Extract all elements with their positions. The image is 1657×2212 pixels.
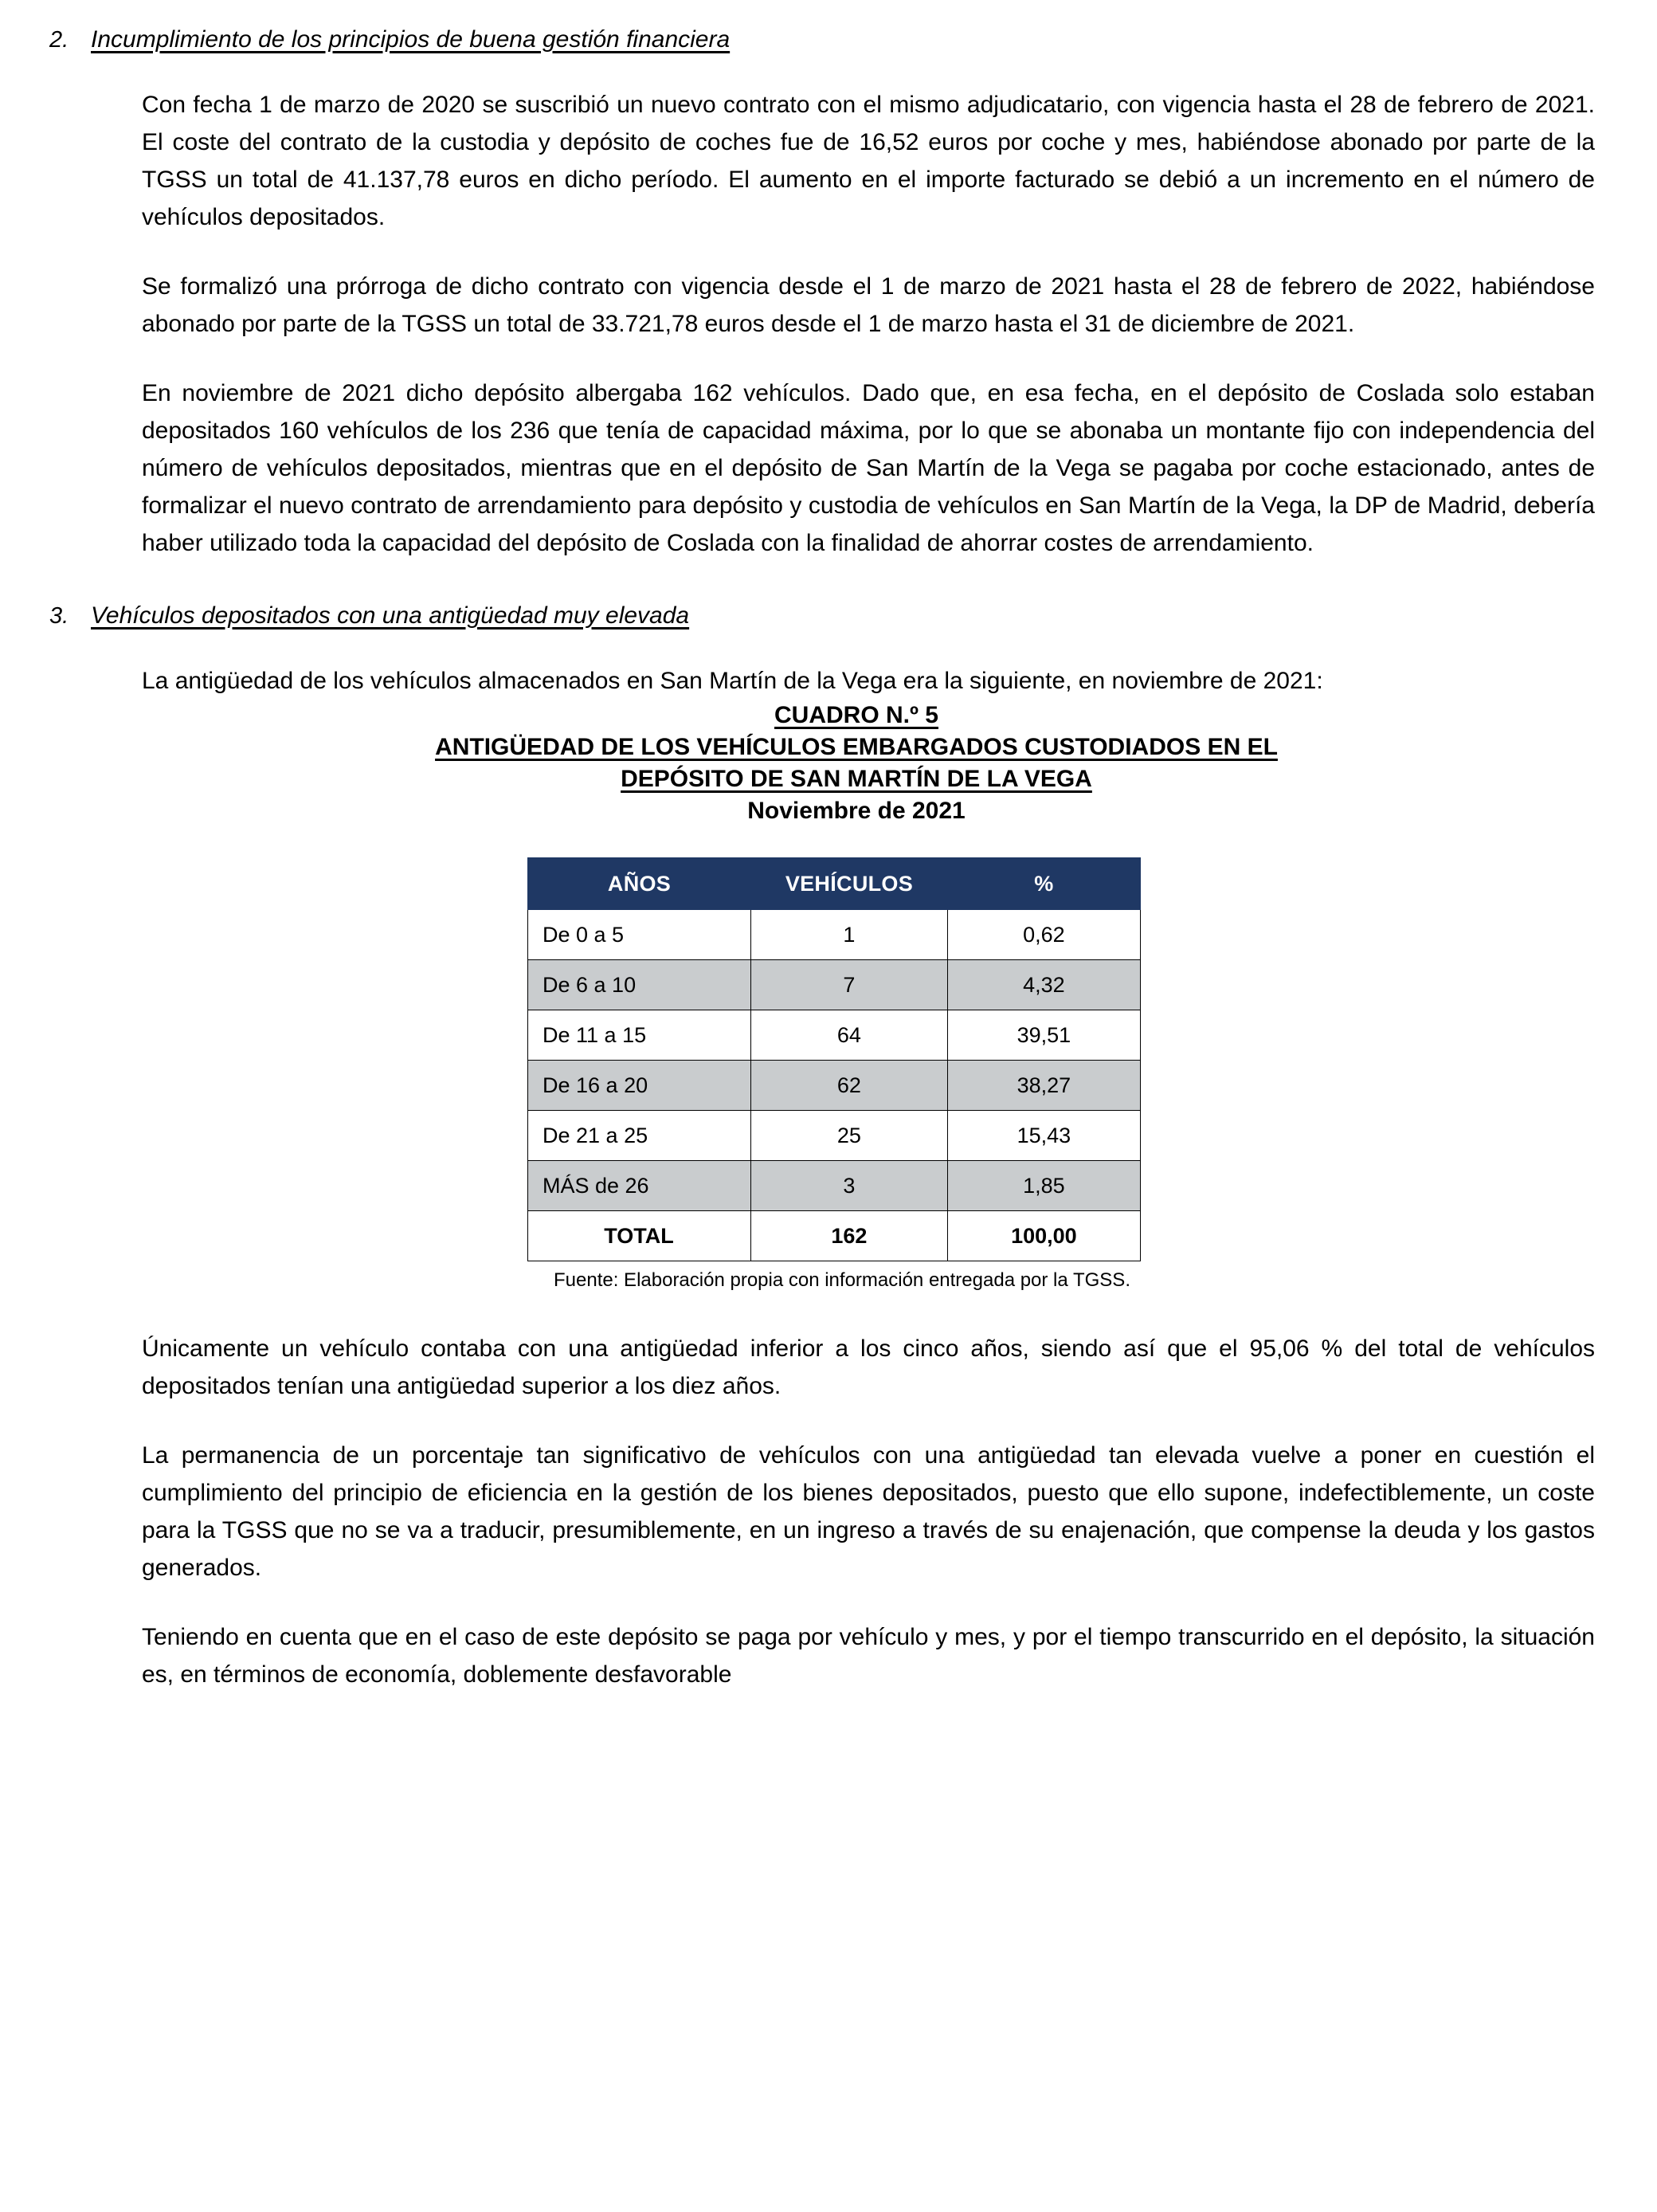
cell-years: De 0 a 5 bbox=[528, 910, 751, 960]
table-caption-line-3: DEPÓSITO DE SAN MARTÍN DE LA VEGA bbox=[621, 766, 1092, 792]
table-header-row bbox=[528, 858, 1141, 910]
table-caption-line-4: Noviembre de 2021 bbox=[747, 798, 966, 824]
spacer bbox=[41, 343, 1595, 375]
table-row bbox=[528, 1111, 1141, 1161]
table-total-row bbox=[528, 1211, 1141, 1261]
cell-vehicles: 3 bbox=[751, 1161, 948, 1211]
paragraph: Teniendo en cuenta que en el caso de este depósito se paga por vehículo y mes, y por el tiempo transcurrido en el depósito, la situación es, en términos de economía, doblemente desfavorable bbox=[142, 1624, 1595, 1688]
table-row bbox=[528, 1061, 1141, 1111]
section-heading-3 bbox=[41, 600, 1595, 632]
table-row bbox=[528, 1010, 1141, 1061]
column-header-years: AÑOS bbox=[528, 858, 751, 910]
cell-vehicles: 1 bbox=[751, 910, 948, 960]
cell-years: De 16 a 20 bbox=[528, 1061, 751, 1111]
spacer bbox=[41, 236, 1595, 268]
cell-percent: 39,51 bbox=[947, 1010, 1140, 1061]
table-caption-line-2: ANTIGÜEDAD DE LOS VEHÍCULOS EMBARGADOS CUSTODIADOS EN EL bbox=[435, 734, 1278, 760]
section-number: 3. bbox=[49, 603, 69, 629]
cell-total-label: TOTAL bbox=[528, 1211, 751, 1261]
spacer bbox=[41, 1405, 1595, 1437]
cell-percent: 15,43 bbox=[947, 1111, 1140, 1161]
cell-years: De 6 a 10 bbox=[528, 960, 751, 1010]
table-caption-line-1: CUADRO N.º 5 bbox=[774, 702, 938, 728]
vehicle-age-table bbox=[527, 857, 1141, 1261]
section-title: Incumplimiento de los principios de buena gestión financiera bbox=[91, 26, 731, 53]
table-container bbox=[73, 857, 1595, 1261]
paragraph: Únicamente un vehículo contaba con una antigüedad inferior a los cinco años, siendo así que el 95,06 % del total de vehículos depositados tenían una antigüedad superior a los diez años. bbox=[142, 1335, 1595, 1399]
cell-percent: 38,27 bbox=[947, 1061, 1140, 1111]
table-row bbox=[528, 910, 1141, 960]
cell-vehicles: 64 bbox=[751, 1010, 948, 1061]
spacer bbox=[41, 1292, 1595, 1330]
paragraph-intro: La antigüedad de los vehículos almacenados en San Martín de la Vega era la siguiente, en noviembre de 2021: bbox=[142, 668, 1323, 694]
column-header-percent: % bbox=[947, 858, 1140, 910]
column-header-vehicles: VEHÍCULOS bbox=[751, 858, 948, 910]
spacer bbox=[41, 562, 1595, 600]
section-number: 2. bbox=[49, 27, 69, 53]
section-title: Vehículos depositados con una antigüedad muy elevada bbox=[91, 602, 690, 629]
cell-vehicles: 25 bbox=[751, 1111, 948, 1161]
paragraph: En noviembre de 2021 dicho depósito albergaba 162 vehículos. Dado que, en esa fecha, en el depósito de Coslada solo estaban depositados 160 vehículos de los 236 que tenía de capacidad máxima, por lo que se abonaba un montante fijo con independencia del número de vehículos depositados, mientras que en el depósito de San Martín de la Vega se pagaba por coche estacionado, antes de formalizar el nuevo contrato de arrendamiento para depósito y custodia de vehículos en San Martín de la Vega, la DP de Madrid, debería haber utilizado toda la capacidad del depósito de Coslada con la finalidad de ahorrar costes de arrendamiento. bbox=[142, 380, 1595, 556]
cell-percent: 1,85 bbox=[947, 1161, 1140, 1211]
table-row bbox=[528, 1161, 1141, 1211]
cell-percent: 0,62 bbox=[947, 910, 1140, 960]
table-row bbox=[528, 960, 1141, 1010]
cell-total-percent: 100,00 bbox=[947, 1211, 1140, 1261]
paragraph: Se formalizó una prórroga de dicho contrato con vigencia desde el 1 de marzo de 2021 hasta el 28 de febrero de 2022, habiéndose abonado por parte de la TGSS un total de 33.721,78 euros desde el 1 de marzo hasta el 31 de diciembre de 2021. bbox=[142, 273, 1595, 337]
cell-vehicles: 7 bbox=[751, 960, 948, 1010]
paragraph: La permanencia de un porcentaje tan significativo de vehículos con una antigüedad tan elevada vuelve a poner en cuestión el cumplimiento del principio de eficiencia en la gestión de los bienes depositados, puesto que ello supone, indefectiblemente, un coste para la TGSS que no se va a traducir, presumiblemente, en un ingreso a través de su enajenación, que compense la deuda y los gastos generados. bbox=[142, 1442, 1595, 1581]
section-heading-2 bbox=[41, 24, 1595, 56]
cell-years: MÁS de 26 bbox=[528, 1161, 751, 1211]
cell-vehicles: 62 bbox=[751, 1061, 948, 1111]
cell-percent: 4,32 bbox=[947, 960, 1140, 1010]
cell-years: De 21 a 25 bbox=[528, 1111, 751, 1161]
table-source-note: Fuente: Elaboración propia con información entregada por la TGSS. bbox=[554, 1269, 1130, 1291]
table-caption bbox=[142, 700, 1571, 827]
cell-total-vehicles: 162 bbox=[751, 1211, 948, 1261]
spacer bbox=[41, 1586, 1595, 1618]
paragraph: Con fecha 1 de marzo de 2020 se suscribió un nuevo contrato con el mismo adjudicatario, con vigencia hasta el 28 de febrero de 2021. El coste del contrato de la custodia y depósito de coches fue de 16,52 euros por coche y mes, habiéndose abonado por parte de la TGSS un total de 41.137,78 euros en dicho período. El aumento en el importe facturado se debió a un incremento en el número de vehículos depositados. bbox=[142, 92, 1595, 230]
cell-years: De 11 a 15 bbox=[528, 1010, 751, 1061]
